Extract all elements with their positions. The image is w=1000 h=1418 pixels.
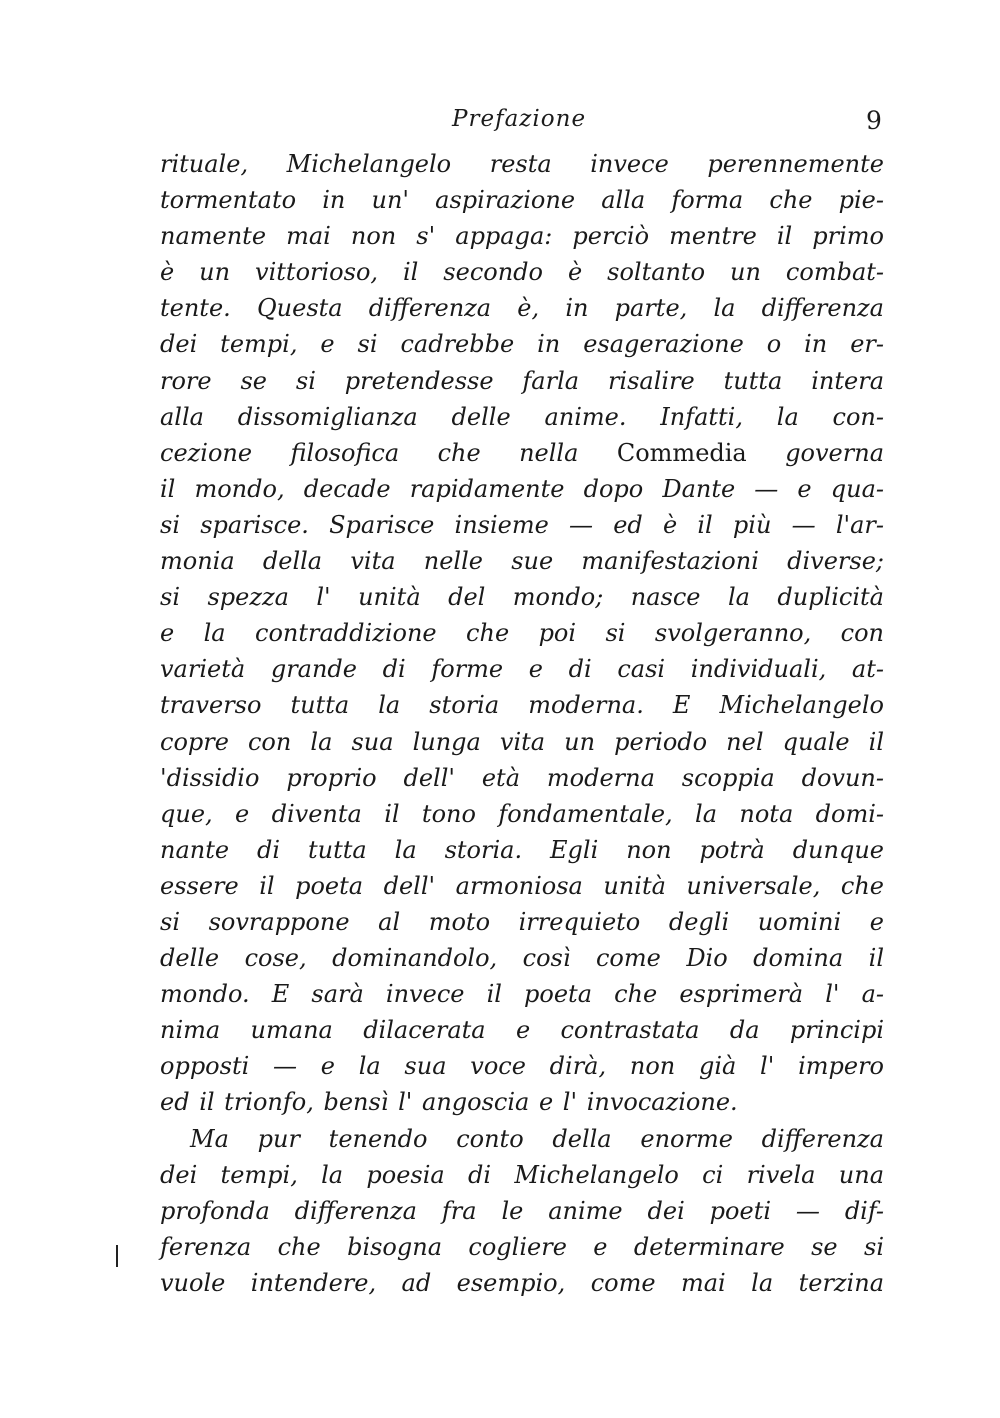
text-line: essere il poeta dell' armoniosa unità universale, che xyxy=(160,871,884,900)
text-line: rore se si pretendesse farla risalire tutta intera xyxy=(160,366,884,395)
work-title-commedia: Commedia xyxy=(616,438,747,467)
text-line: rituale, Michelangelo resta invece perennemente xyxy=(160,150,884,178)
text-line: e la contraddizione che poi si svolgeranno, con xyxy=(160,619,884,648)
running-head xyxy=(0,106,1000,140)
text-line: alla dissomiglianza delle anime. Infatti, la con- xyxy=(160,402,884,431)
text-fragment: governa xyxy=(785,438,884,467)
text-line: dei tempi, e si cadrebbe in esagerazione o in er- xyxy=(160,330,884,359)
text-line xyxy=(160,435,884,471)
text-line: si spezza l' unità del mondo; nasce la duplicità xyxy=(160,583,884,612)
text-line: tente. Questa differenza è, in parte, la differenza xyxy=(160,294,884,323)
text-line: profonda differenza fra le anime dei poeti — dif- xyxy=(160,1196,884,1225)
paragraph-start-line: Ma pur tenendo conto della enorme differenza xyxy=(190,1124,884,1153)
text-line: vuole intendere, ad esempio, come mai la terzina xyxy=(160,1268,884,1297)
text-line: copre con la sua lunga vita un periodo nel quale il xyxy=(160,727,884,756)
text-line: dei tempi, la poesia di Michelangelo ci rivela una xyxy=(160,1160,884,1189)
text-line: nante di tutta la storia. Egli non potrà dunque xyxy=(160,835,884,864)
text-line: tormentato in un' aspirazione alla forma che pie- xyxy=(160,186,884,215)
text-line: nima umana dilacerata e contrastata da principi xyxy=(160,1016,884,1045)
text-line: opposti — e la sua voce dirà, non già l' impero xyxy=(160,1052,884,1081)
text-line: il mondo, decade rapidamente dopo Dante — e qua- xyxy=(160,474,884,503)
text-line: è un vittorioso, il secondo è soltanto un combat- xyxy=(160,258,884,287)
text-line: si sparisce. Sparisce insieme — ed è il più — l'ar- xyxy=(160,510,884,539)
text-line: delle cose, dominandolo, così come Dio domina il xyxy=(160,944,884,973)
text-line: monia della vita nelle sue manifestazioni diverse; xyxy=(160,547,884,576)
text-line: traverso tutta la storia moderna. E Michelangelo xyxy=(160,691,884,720)
text-line: namente mai non s' appaga: perciò mentre il primo xyxy=(160,222,884,251)
text-line: que, e diventa il tono fondamentale, la nota domi- xyxy=(160,799,884,828)
text-line: ferenza che bisogna cogliere e determinare se si xyxy=(160,1232,884,1261)
text-line: si sovrappone al moto irrequieto degli uomini e xyxy=(160,907,884,936)
text-line: 'dissidio proprio dell' età moderna scoppia dovun- xyxy=(160,763,884,792)
text-line: varietà grande di forme e di casi individuali, at- xyxy=(160,655,884,684)
page-number: 9 xyxy=(866,106,882,135)
text-fragment: cezione filosofica che nella xyxy=(160,438,579,467)
running-title: Prefazione xyxy=(452,106,587,132)
text-line: mondo. E sarà invece il poeta che esprimerà l' a- xyxy=(160,980,884,1009)
margin-mark xyxy=(116,1245,118,1267)
paragraph-end-line: ed il trionfo, bensì l' angoscia e l' invocazione. xyxy=(160,1088,738,1117)
body-text xyxy=(160,146,884,1301)
